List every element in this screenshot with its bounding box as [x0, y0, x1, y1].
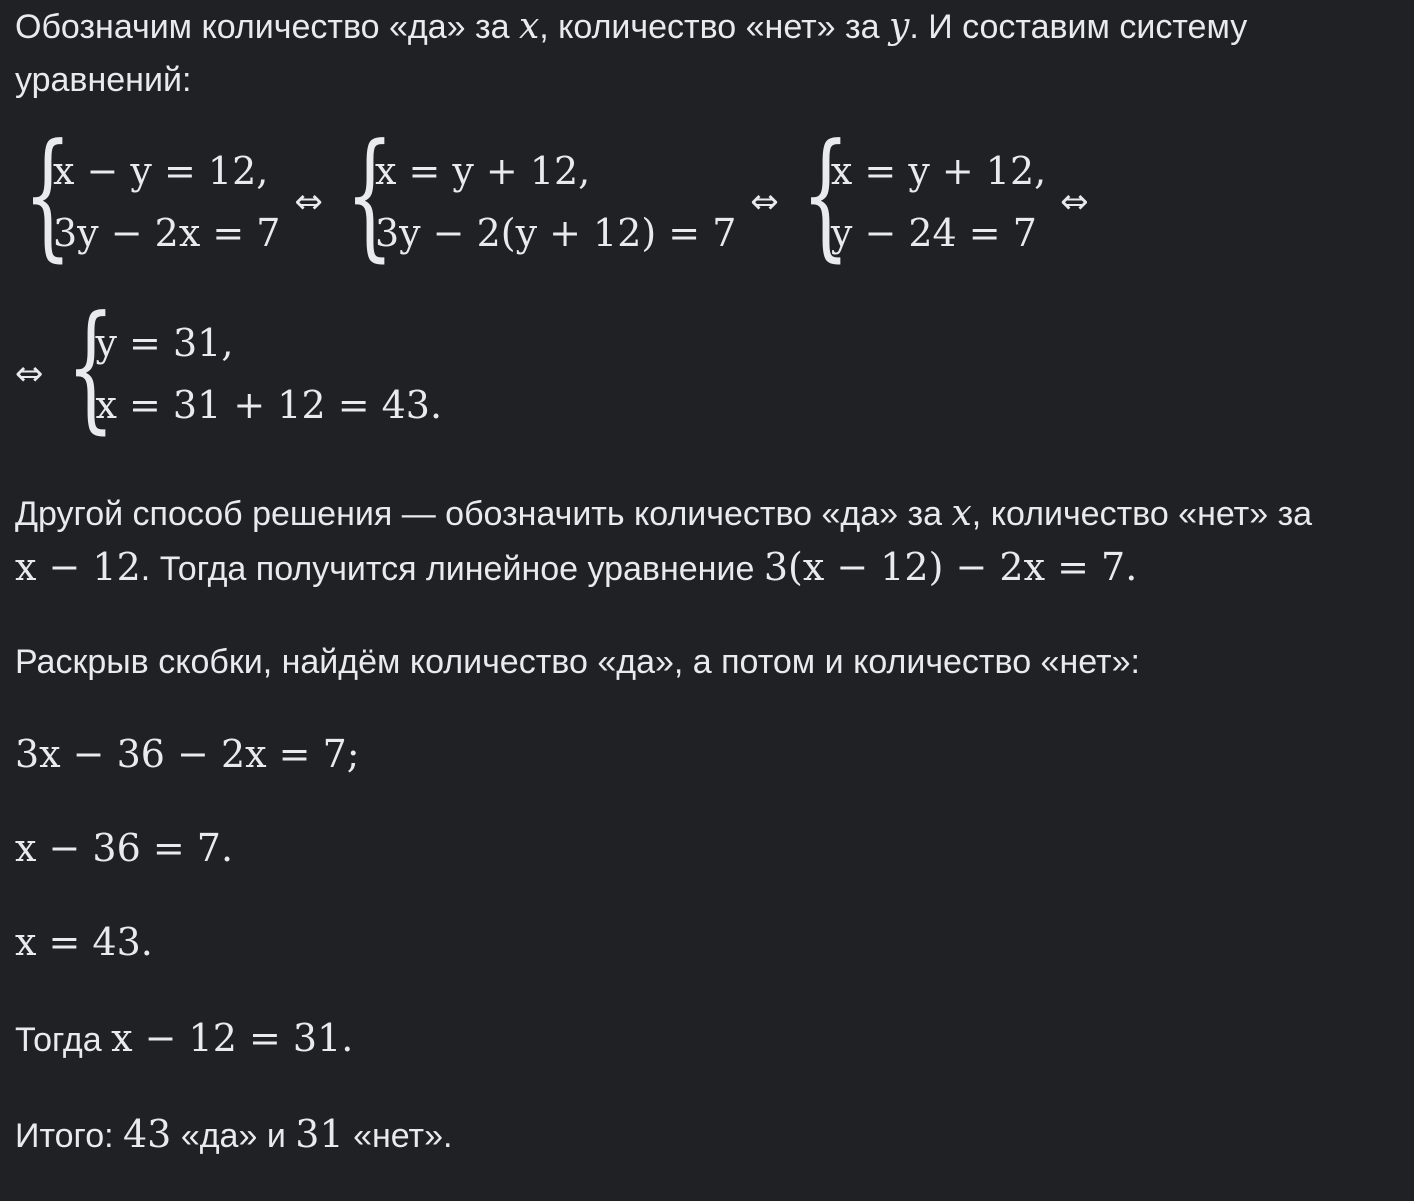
systems-row-1: [15, 114, 1103, 275]
then-equation: x − 12 = 31.: [111, 1016, 354, 1060]
alt-line-1: [15, 488, 1312, 540]
alt-text-2: , количество «нет» за: [971, 495, 1313, 533]
var-x: x: [951, 493, 972, 534]
intro-text-3: . И составим систему: [909, 8, 1248, 46]
system-4-eq-2: x = 31 + 12 = 43.: [95, 383, 443, 427]
total-label: Итого:: [15, 1117, 114, 1155]
system-2: [337, 114, 737, 275]
left-brace: {: [66, 286, 115, 447]
system-3-eq-1: x = y + 12,: [830, 149, 1047, 193]
iff-symbol: ⇔: [1060, 182, 1089, 222]
system-2-eq-2: 3y − 2(y + 12) = 7: [374, 211, 737, 255]
iff-symbol: ⇔: [294, 182, 323, 222]
total-yes-text: «да» и: [180, 1117, 286, 1155]
system-3: [793, 114, 1047, 275]
then-label: Тогда: [15, 1021, 102, 1059]
intro-text-2: , количество «нет» за: [539, 8, 880, 46]
system-3-eq-2: y − 24 = 7: [830, 211, 1037, 255]
system-4: [58, 286, 443, 447]
alt-line-2: [15, 541, 1137, 595]
alt-equation: 3(x − 12) − 2x = 7.: [763, 545, 1138, 589]
system-1: [15, 114, 281, 275]
total-yes-number: 43: [123, 1112, 172, 1156]
left-brace: {: [23, 114, 72, 275]
left-brace: {: [345, 114, 394, 275]
step-3: x = 43.: [15, 920, 153, 964]
then-line: [15, 1012, 353, 1066]
system-4-eq-1: y = 31,: [95, 321, 234, 365]
expand-text: Раскрыв скобки, найдём количество «да», а потом и количество «нет»:: [15, 643, 1140, 681]
alt-text-3: . Тогда получится линейное уравнение: [140, 550, 755, 588]
step-1: 3x − 36 − 2x = 7;: [15, 732, 360, 776]
iff-symbol: ⇔: [15, 354, 44, 394]
intro-line-1: [15, 2, 1247, 52]
total-no-text: «нет».: [353, 1117, 453, 1155]
systems-row-2: [15, 286, 443, 447]
total-no-number: 31: [295, 1112, 344, 1156]
alt-math-1: x − 12: [15, 545, 141, 589]
var-x: x: [518, 6, 540, 47]
left-brace: {: [801, 114, 850, 275]
alt-text-1: Другой способ решения — обозначить количество «да» за: [15, 495, 943, 533]
iff-symbol: ⇔: [750, 182, 779, 222]
intro-line-2: уравнений:: [15, 61, 192, 99]
total-line: [15, 1108, 453, 1162]
var-y: y: [888, 6, 910, 47]
system-1-eq-2: 3y − 2x = 7: [53, 211, 281, 255]
step-2: x − 36 = 7.: [15, 826, 234, 870]
system-2-eq-1: x = y + 12,: [374, 149, 591, 193]
system-1-eq-1: x − y = 12,: [53, 149, 269, 193]
intro-text-1: Обозначим количество «да» за: [15, 8, 510, 46]
